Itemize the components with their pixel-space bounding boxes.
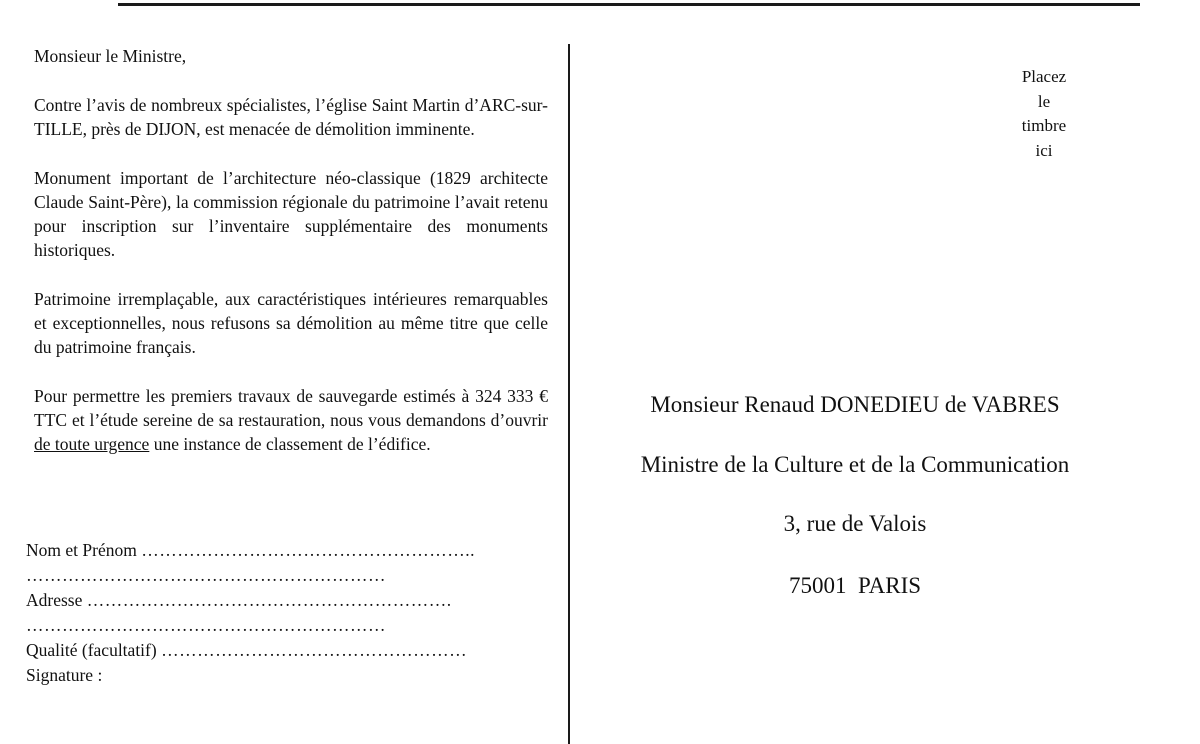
quality-fill-line: …………………………………………… — [161, 640, 468, 660]
top-border-line — [118, 3, 1140, 6]
stamp-text-line-3: timbre — [1021, 116, 1067, 135]
quality-label: Qualité (facultatif) — [26, 640, 157, 660]
letter-paragraph-4 — [34, 384, 548, 456]
name-fill-line: ……………………………………………….. — [141, 540, 475, 560]
letter-greeting: Monsieur le Ministre, — [34, 46, 187, 66]
name-continuation-row — [26, 563, 546, 588]
signature-row — [26, 663, 546, 688]
letter-body — [34, 44, 548, 481]
stamp-text-line-1: Placez — [1021, 67, 1067, 86]
paragraph-4-part-1: Pour permettre les premiers travaux de sauvegarde estimés à 324 333 € TTC et l’étude sereine de sa restauration, nous vous demandons d’ouvrir — [34, 386, 548, 430]
recipient-postal-code: 75001 — [788, 573, 847, 598]
address-fill-line: ……………………………………………………. — [86, 590, 452, 610]
address-continuation-row — [26, 613, 546, 638]
recipient-city-line — [590, 573, 1120, 599]
center-divider-line — [568, 44, 570, 744]
recipient-name: Monsieur Renaud DONEDIEU de VABRES — [650, 392, 1060, 417]
name-fill-line-2: …………………………………………………… — [26, 565, 386, 585]
letter-paragraph-1: Contre l’avis de nombreux spécialistes, l’église Saint Martin d’ARC-sur-TILLE, près de DIJON, est menacée de démolition imminente. — [34, 95, 548, 139]
stamp-area — [1000, 65, 1088, 163]
letter-paragraph-2: Monument important de l’architecture néo-classique (1829 architecte Claude Saint-Père), la commission régionale du patrimoine l’avait retenu pour inscription sur l’inventaire supplémentaire des monuments historiques. — [34, 168, 548, 260]
recipient-city: PARIS — [857, 573, 922, 598]
quality-row — [26, 638, 546, 663]
recipient-street: 3, rue de Valois — [783, 511, 927, 536]
name-row — [26, 538, 546, 563]
address-row — [26, 588, 546, 613]
recipient-title: Ministre de la Culture et de la Communication — [640, 452, 1070, 477]
signature-label: Signature : — [26, 665, 103, 685]
stamp-text-line-2: le — [1037, 91, 1051, 111]
address-label: Adresse — [26, 590, 83, 610]
paragraph-4-part-2: une instance de classement de l’édifice. — [149, 434, 431, 454]
stamp-text-line-4: ici — [1035, 140, 1053, 160]
urgency-emphasis: de toute urgence — [34, 434, 150, 454]
address-fill-line-2: …………………………………………………… — [26, 615, 386, 635]
name-label: Nom et Prénom — [26, 540, 137, 560]
sender-form — [26, 538, 546, 688]
letter-paragraph-3: Patrimoine irremplaçable, aux caractéristiques intérieures remarquables et exceptionnelles, nous refusons sa démolition au même titre que celle du patrimoine français. — [34, 289, 548, 357]
